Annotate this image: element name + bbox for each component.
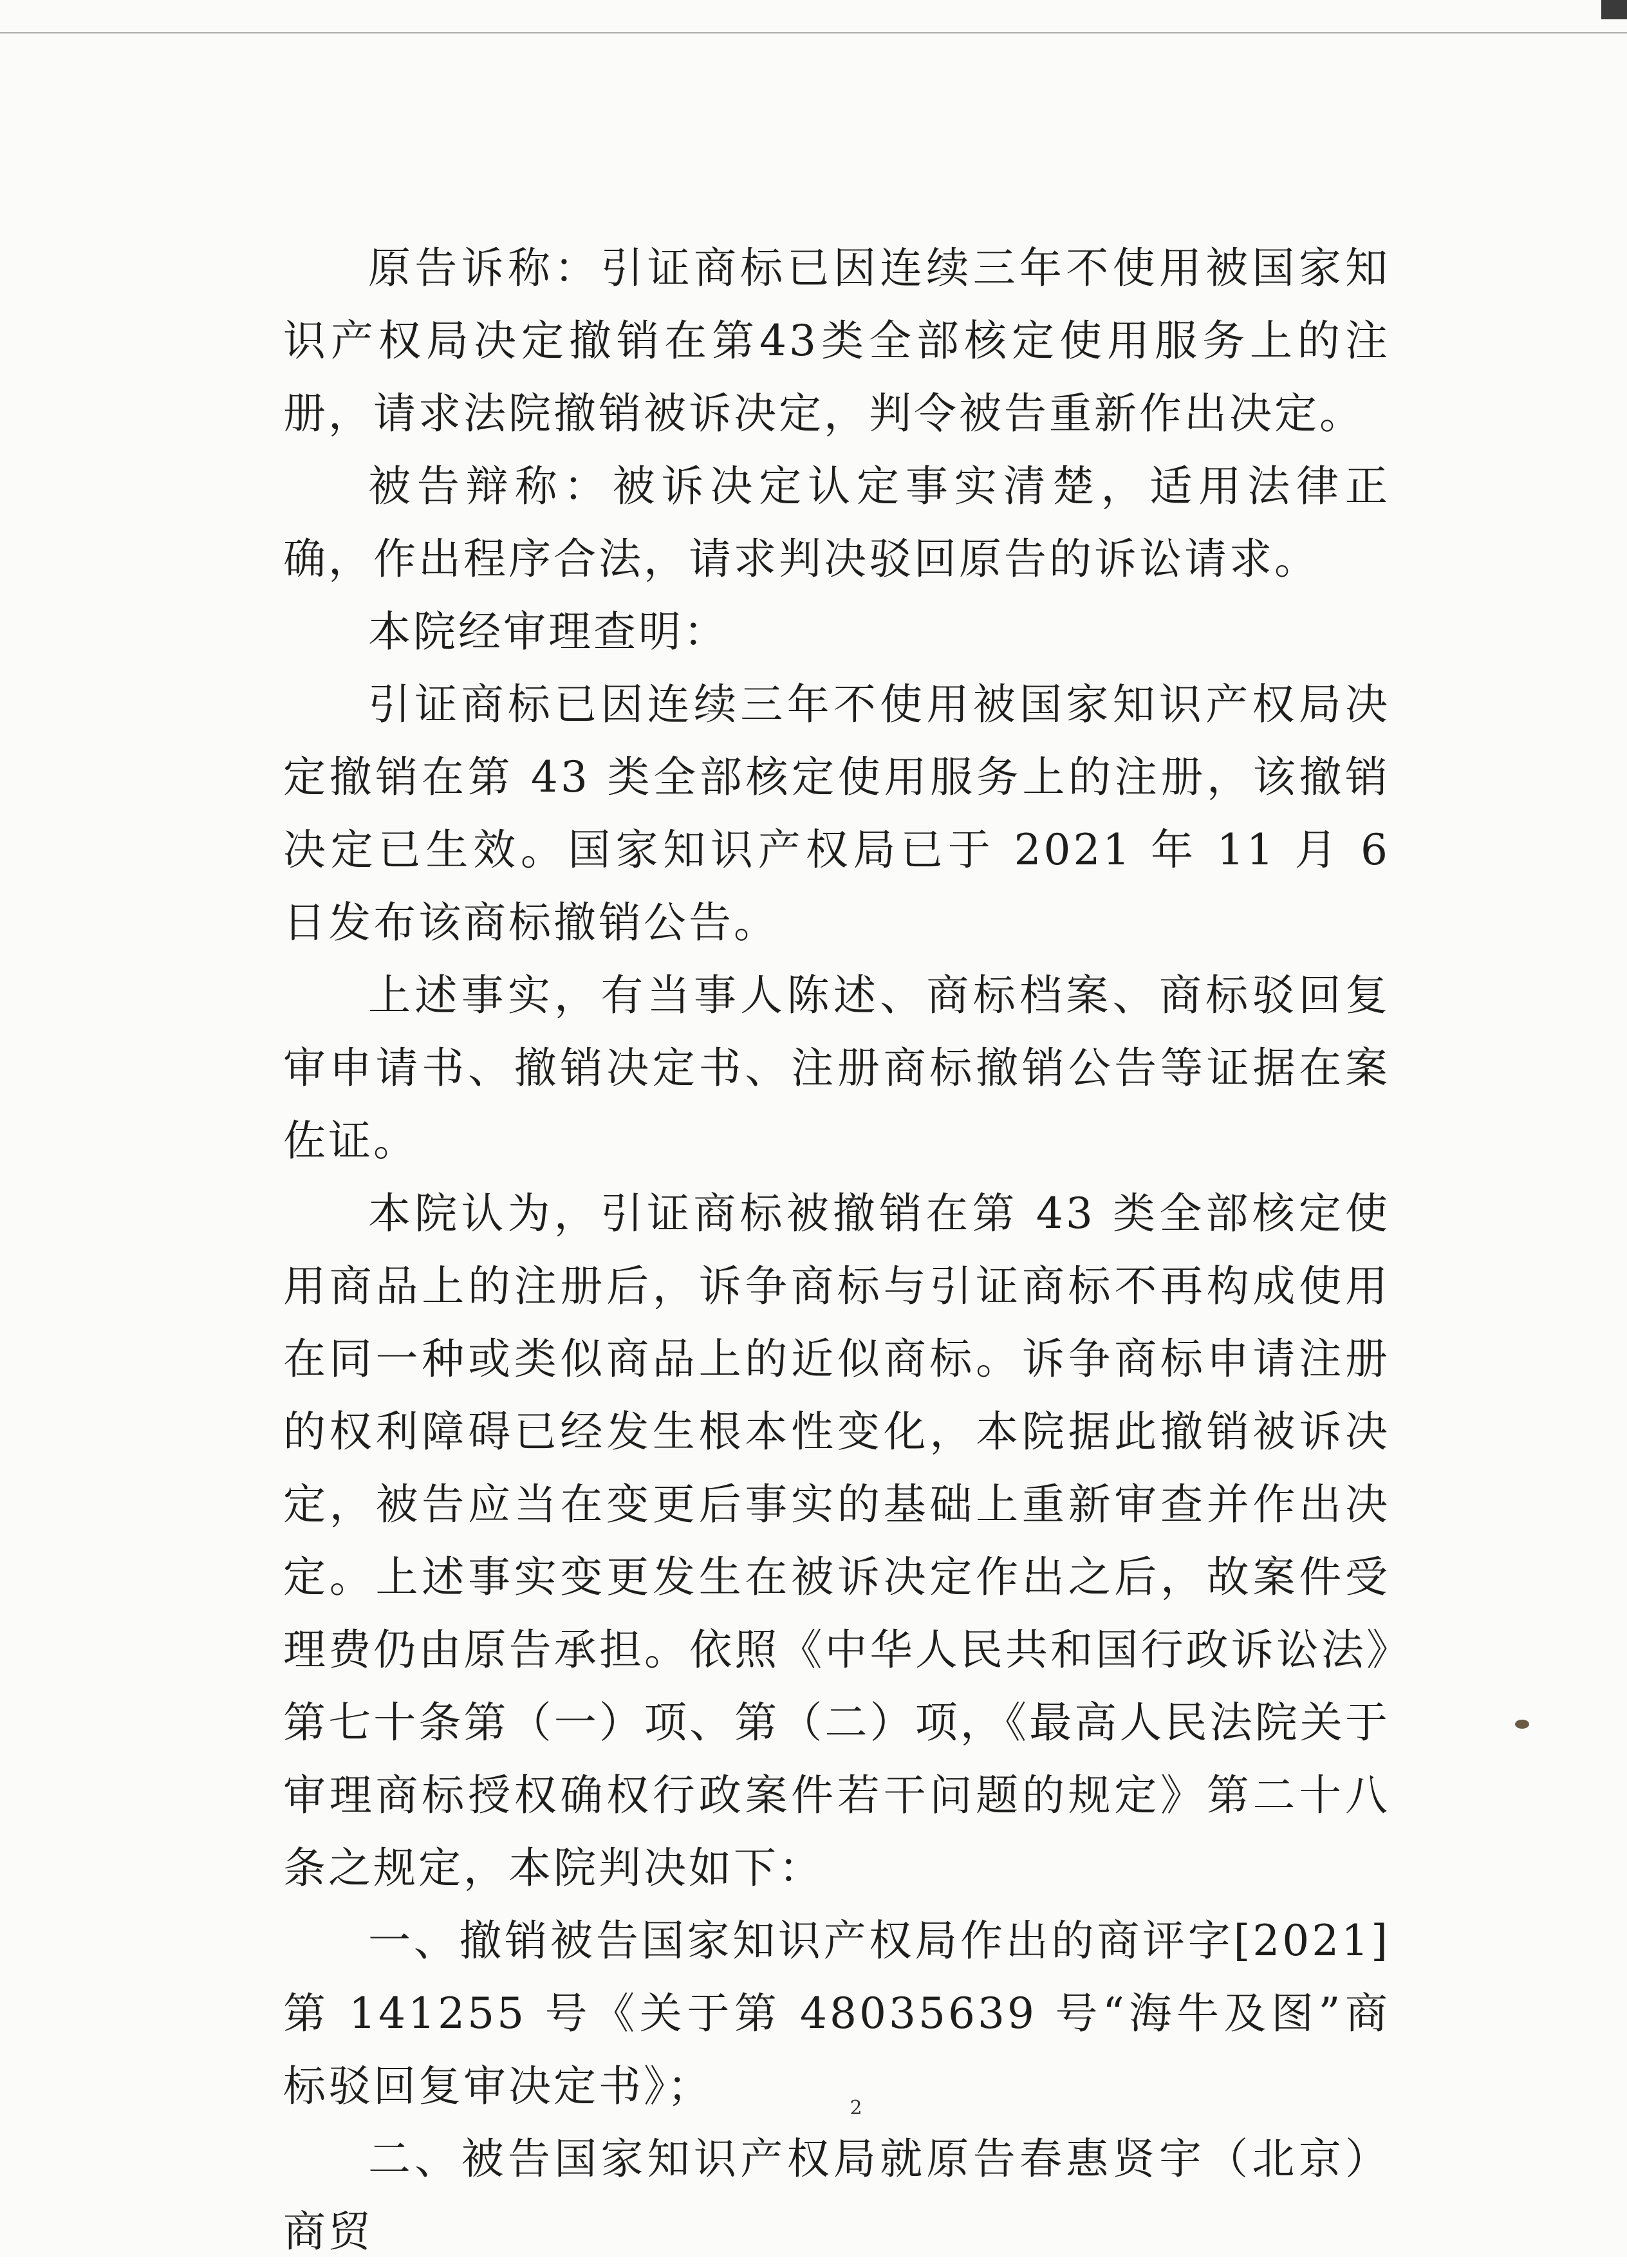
paragraph-judgment-item-1: 一、撤销被告国家知识产权局作出的商评字[2021]第 141255 号《关于第 48035639 号“海牛及图”商标驳回复审决定书》； [283,1916,1390,2111]
paragraph-defendant-reply: 被告辩称：被诉决定认定事实清楚，适用法律正确，作出程序合法，请求判决驳回原告的诉讼请求。 [283,461,1390,584]
paragraph-findings-heading: 本院经审理查明： [368,607,729,656]
page-number: 2 [850,2097,862,2119]
paragraph-court-opinion: 本院认为，引证商标被撤销在第 43 类全部核定使用商品上的注册后，诉争商标与引证商标不再构成使用在同一种或类似商品上的近似商标。诉争商标申请注册的权利障碍已经发生根本性变化，本院据此撤销被诉决定，被告应当在变更后事实的基础上重新审查并作出决定。上述事实变更发生在被诉决定作出之后，故案件受理费仍由原告承担。依照《中华人民共和国行政诉讼法》第七十条第（一）项、第（二）项，《最高人民法院关于审理商标授权确权行政案件若干问题的规定》第二十八条之规定，本院判决如下： [283,1189,1390,1893]
paragraph-judgment-item-2: 二、被告国家知识产权局就原告春惠贤宇（北京）商贸 [283,2134,1390,2256]
scan-edge-line [0,32,1627,33]
judgment-body [283,232,1390,2268]
scan-corner-mark [1601,0,1627,19]
scan-speck [1515,1720,1529,1729]
paragraph-findings: 引证商标已因连续三年不使用被国家知识产权局决定撤销在第 43 类全部核定使用服务上的注册，该撤销决定已生效。国家知识产权局已于 2021 年 11 月 6 日发布该商标撤销公告。 [283,680,1390,947]
paragraph-evidence: 上述事实，有当事人陈述、商标档案、商标驳回复审申请书、撤销决定书、注册商标撤销公告等证据在案佐证。 [283,971,1390,1166]
paragraph-plaintiff-claim: 原告诉称：引证商标已因连续三年不使用被国家知识产权局决定撤销在第43类全部核定使用服务上的注册，请求法院撤销被诉决定，判令被告重新作出决定。 [283,243,1390,438]
